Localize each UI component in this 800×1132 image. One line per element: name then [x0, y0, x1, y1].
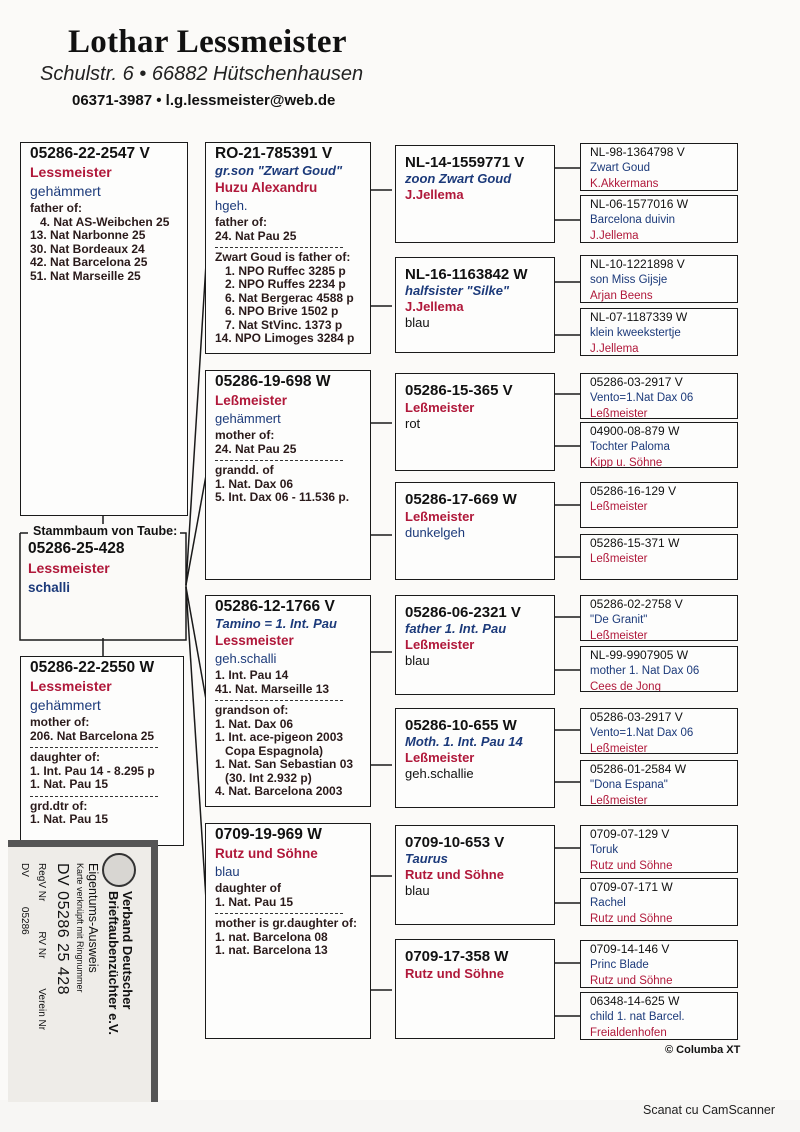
- note-line: 2. NPO Ruffes 2234 p: [225, 277, 346, 291]
- note-line: 206. Nat Barcelona 25: [30, 728, 155, 743]
- pedigree-label: Stammbaum von Taube:: [30, 524, 180, 538]
- pedigree-note: Tamino = 1. Int. Pau: [215, 616, 337, 631]
- great-grandparent-card: [580, 940, 738, 988]
- grandparent-card: [395, 595, 555, 695]
- note-line: 1. Nat. Pau 15: [30, 812, 109, 826]
- note-line: daughter of:: [30, 750, 100, 764]
- note-line: 4. Nat AS-Weibchen 25: [40, 214, 170, 229]
- parent-card-mother: [205, 370, 371, 580]
- ring-number: 0709-19-969 W: [215, 826, 322, 843]
- breeder: Arjan Beens: [590, 290, 653, 302]
- breeder: J.Jellema: [590, 343, 639, 355]
- great-grandparent-card: [580, 534, 738, 580]
- field-verein: Verein Nr: [36, 988, 47, 1031]
- color: geh.schallie: [405, 766, 474, 781]
- ring-number: 05286-22-2550 W: [30, 659, 155, 676]
- association-name-line1: Verband Deutscher: [120, 891, 135, 1010]
- great-grandparent-card: [580, 143, 738, 191]
- grandparent-card: [395, 939, 555, 1039]
- great-grandparent-card: [580, 195, 738, 243]
- card-fields: [36, 863, 47, 1097]
- ring-number: 05286-22-2547 V: [30, 145, 150, 162]
- ring-number: NL-98-1364798 V: [590, 145, 685, 159]
- breeder: Leßmeister: [590, 795, 648, 806]
- great-grandparent-card: [580, 992, 738, 1040]
- note-line: 41. Nat. Marseille 13: [215, 681, 330, 696]
- breeder: K.Akkermans: [590, 178, 659, 190]
- note-line: mother is gr.daughter of:: [215, 916, 358, 930]
- note-line: 1. NPO Ruffec 3285 p: [225, 263, 346, 278]
- note-line: 1. nat. Barcelona 08: [215, 929, 328, 944]
- field-rv: RV Nr: [36, 931, 47, 959]
- breeder: Rutz und Söhne: [590, 975, 673, 987]
- ring-number: NL-07-1187339 W: [590, 310, 688, 324]
- breeder: Leßmeister: [590, 501, 648, 513]
- color: gehämmert: [215, 411, 281, 426]
- separator: [215, 460, 343, 461]
- great-grandparent-card: [580, 878, 738, 926]
- breeder: Lessmeister: [30, 678, 112, 694]
- breeder: Leßmeister: [590, 553, 648, 565]
- note-line: 1. Int. Pau 14 - 8.295 p: [30, 763, 155, 778]
- pedigree-note: Taurus: [405, 851, 448, 866]
- grandparent-card: [395, 373, 555, 471]
- color: gehämmert: [30, 697, 101, 713]
- note-line: 6. NPO Brive 1502 p: [225, 304, 339, 318]
- pedigree-note: Moth. 1. Int. Pau 14: [405, 734, 523, 749]
- association-name-line2: Brieftaubenzüchter e.V.: [106, 891, 121, 1036]
- ring-number: 05286-01-2584 W: [590, 762, 687, 776]
- pigeon-name: Zwart Goud: [590, 162, 651, 174]
- ownership-card-content: [8, 847, 140, 1097]
- note-line: daughter of: [215, 881, 281, 895]
- ring-number: 04900-08-879 W: [590, 424, 680, 438]
- ring-number: 0709-17-358 W: [405, 948, 509, 965]
- breeder: Leßmeister: [405, 637, 475, 652]
- pigeon-name: Rachel: [590, 897, 626, 909]
- breeder: Leßmeister: [215, 393, 288, 408]
- pigeon-name: Toruk: [590, 844, 619, 856]
- card-ring-number: DV 05286 25 428: [54, 863, 71, 996]
- value-dv: DV: [19, 863, 30, 877]
- ring-number: 05286-12-1766 V: [215, 598, 335, 615]
- note-line: 51. Nat Marseille 25: [30, 268, 141, 283]
- owner-name: Lothar Lessmeister: [68, 24, 347, 60]
- pigeon-name: "De Granit": [590, 614, 648, 626]
- note-line: 7. Nat StVinc. 1373 p: [225, 317, 343, 332]
- parent-card-father: [205, 142, 371, 354]
- pigeon-name: Barcelona duivin: [590, 214, 676, 226]
- note-line: 4. Nat. Barcelona 2003: [215, 784, 343, 798]
- color: geh.schalli: [215, 651, 277, 666]
- ring-number: NL-06-1577016 W: [590, 197, 689, 211]
- color: blau: [215, 864, 240, 879]
- color: gehämmert: [30, 183, 101, 199]
- ring-number: 05286-03-2917 V: [590, 710, 683, 724]
- parent-card-mother-2: [205, 823, 371, 1039]
- breeder: Lessmeister: [30, 164, 112, 180]
- ring-number: 05286-06-2321 V: [405, 604, 521, 621]
- ring-number: RO-21-785391 V: [215, 145, 333, 162]
- connector-line: [186, 248, 207, 585]
- ring-number: 05286-03-2917 V: [590, 375, 683, 389]
- note-line: 1. Nat. Pau 15: [215, 894, 294, 909]
- separator: [30, 747, 158, 748]
- note-line: grandson of:: [215, 703, 289, 717]
- connector-line: [186, 587, 207, 705]
- note-line: 42. Nat Barcelona 25: [30, 255, 148, 269]
- color: blau: [405, 315, 430, 330]
- ring-number: 05286-10-655 W: [405, 717, 517, 734]
- ring-number: 0709-07-129 V: [590, 827, 670, 841]
- breeder: J.Jellema: [405, 187, 464, 202]
- ring-number: 06348-14-625 W: [590, 994, 680, 1008]
- pigeon-name: "Dona Espana": [590, 779, 668, 791]
- pedigree-note: gr.son "Zwart Goud": [215, 163, 343, 178]
- sibling-card-bottom: [20, 656, 184, 846]
- breeder: Leßmeister: [405, 509, 475, 524]
- note-line: 1. nat. Barcelona 13: [215, 943, 328, 957]
- subject-card: [28, 540, 125, 595]
- ring-number: NL-14-1559771 V: [405, 154, 525, 171]
- card-values: [19, 863, 30, 1097]
- grandparent-card: [395, 145, 555, 243]
- pedigree-note: zoon Zwart Goud: [405, 171, 512, 186]
- pigeon-name: Vento=1.Nat Dax 06: [590, 392, 694, 404]
- card-note: Karte verknüpft mit Ringnummer: [75, 863, 85, 993]
- color: dunkelgeh: [405, 525, 465, 540]
- great-grandparent-card: [580, 708, 738, 754]
- color: hgeh.: [215, 198, 248, 213]
- note-line: 1. Nat. Pau 15: [30, 777, 109, 791]
- ring-number: 05286-19-698 W: [215, 373, 331, 390]
- note-line: father of:: [215, 215, 267, 229]
- grandparent-card: [395, 708, 555, 808]
- color: blau: [405, 883, 430, 898]
- breeder: Freialdenhofen: [590, 1027, 667, 1039]
- grandparent-card: [395, 482, 555, 580]
- great-grandparent-card: [580, 373, 738, 419]
- breeder: Leßmeister: [590, 630, 648, 641]
- ring-number: 0709-10-653 V: [405, 834, 505, 851]
- great-grandparent-card: [580, 646, 738, 692]
- parent-card-father-2: [205, 595, 371, 807]
- breeder: Rutz und Söhne: [405, 867, 504, 882]
- note-line: 1. Int. ace-pigeon 2003: [215, 730, 344, 744]
- separator: [215, 913, 343, 914]
- note-line: father of:: [30, 201, 82, 215]
- ring-number: 05286-15-365 V: [405, 382, 513, 399]
- separator: [215, 247, 343, 248]
- subject-ring: 05286-25-428: [28, 540, 125, 557]
- color: blau: [405, 653, 430, 668]
- owner-contact: 06371-3987 • l.g.lessmeister@web.de: [72, 92, 336, 109]
- note-line: mother of:: [30, 715, 90, 729]
- breeder: Huzu Alexandru: [215, 180, 318, 195]
- note-line: Zwart Goud is father of:: [215, 250, 351, 264]
- breeder: Rutz und Söhne: [405, 966, 504, 981]
- sibling-card-top: [20, 142, 188, 516]
- note-line: mother of:: [215, 428, 275, 442]
- ring-number: 05286-16-129 V: [590, 484, 677, 498]
- subject-color: schalli: [28, 580, 71, 595]
- breeder: Leßmeister: [590, 408, 648, 419]
- subject-breeder: Lessmeister: [28, 560, 110, 576]
- ring-number: NL-16-1163842 W: [405, 266, 528, 283]
- breeder: Rutz und Söhne: [590, 913, 673, 925]
- ring-number: 05286-02-2758 V: [590, 597, 683, 611]
- value-verein: 05286: [19, 906, 30, 935]
- great-grandparent-card: [580, 595, 738, 641]
- card-title: Eigentums-Ausweis: [86, 863, 100, 973]
- pigeon-name: klein kweekstertje: [590, 327, 681, 339]
- note-line: 13. Nat Narbonne 25: [30, 228, 146, 242]
- pigeon-name: Vento=1.Nat Dax 06: [590, 727, 694, 739]
- grandparent-card: [395, 825, 555, 925]
- note-line: 1. Int. Pau 14: [215, 668, 289, 682]
- note-line: 5. Int. Dax 06 - 11.536 p.: [215, 490, 350, 504]
- great-grandparent-card: [580, 422, 738, 468]
- note-line: grandd. of: [215, 463, 274, 477]
- separator: [215, 700, 343, 701]
- note-line: 1. Nat. Dax 06: [215, 476, 294, 491]
- pigeon-name: Tochter Paloma: [590, 441, 670, 453]
- ring-number: 0709-14-146 V: [590, 942, 670, 956]
- field-regv: RegV Nr: [36, 863, 47, 902]
- note-line: 1. Nat. San Sebastian 03: [215, 757, 354, 771]
- breeder: J.Jellema: [590, 230, 639, 242]
- note-line: 24. Nat Pau 25: [215, 228, 297, 243]
- note-line: 1. Nat. Dax 06: [215, 716, 294, 731]
- scanner-watermark: Scanat cu CamScanner: [643, 1103, 776, 1117]
- note-line: 24. Nat Pau 25: [215, 441, 297, 456]
- great-grandparent-card: [580, 255, 738, 303]
- great-grandparent-card: [580, 482, 738, 528]
- ring-number: 05286-17-669 W: [405, 491, 517, 508]
- ring-number: 05286-15-371 W: [590, 536, 680, 550]
- note-line: 6. Nat Bergerac 4588 p: [225, 290, 354, 305]
- breeder: Leßmeister: [405, 750, 475, 765]
- connector-line: [186, 470, 207, 585]
- breeder: Rutz und Söhne: [215, 846, 318, 861]
- pigeon-name: son Miss Gijsje: [590, 274, 668, 286]
- note-line: Copa Espagnola): [225, 743, 324, 758]
- grandparent-card: [395, 257, 555, 353]
- owner-address: Schulstr. 6 • 66882 Hütschenhausen: [40, 63, 364, 85]
- breeder: Kipp u. Söhne: [590, 457, 663, 468]
- ring-number: NL-10-1221898 V: [590, 257, 685, 271]
- color: rot: [405, 416, 421, 431]
- note-line: (30. Int 2.932 p): [225, 770, 312, 785]
- software-credit: © Columba XT: [665, 1044, 741, 1056]
- association-logo-icon: [102, 853, 136, 887]
- pedigree-note: father 1. Int. Pau: [405, 621, 507, 636]
- pedigree-note: halfsister "Silke": [405, 283, 510, 298]
- ownership-card: [8, 840, 158, 1102]
- breeder: Leßmeister: [590, 743, 648, 754]
- note-line: 14. NPO Limoges 3284 p: [215, 331, 355, 345]
- note-line: 30. Nat Bordeaux 24: [30, 241, 145, 256]
- ring-number: 0709-07-171 W: [590, 880, 673, 894]
- breeder: J.Jellema: [405, 299, 464, 314]
- breeder: Leßmeister: [405, 400, 475, 415]
- pigeon-name: mother 1. Nat Dax 06: [590, 665, 700, 677]
- great-grandparent-card: [580, 760, 738, 806]
- great-grandparent-card: [580, 308, 738, 356]
- breeder: Cees de Jong: [590, 681, 661, 692]
- pigeon-name: Princ Blade: [590, 959, 649, 971]
- breeder: Lessmeister: [215, 633, 294, 648]
- ring-number: NL-99-9907905 W: [590, 648, 689, 662]
- breeder: Rutz und Söhne: [590, 860, 673, 872]
- separator: [30, 796, 158, 797]
- note-line: grd.dtr of:: [30, 798, 88, 813]
- pigeon-name: child 1. nat Barcel.: [590, 1011, 685, 1023]
- great-grandparent-card: [580, 825, 738, 873]
- connector-line: [186, 587, 207, 915]
